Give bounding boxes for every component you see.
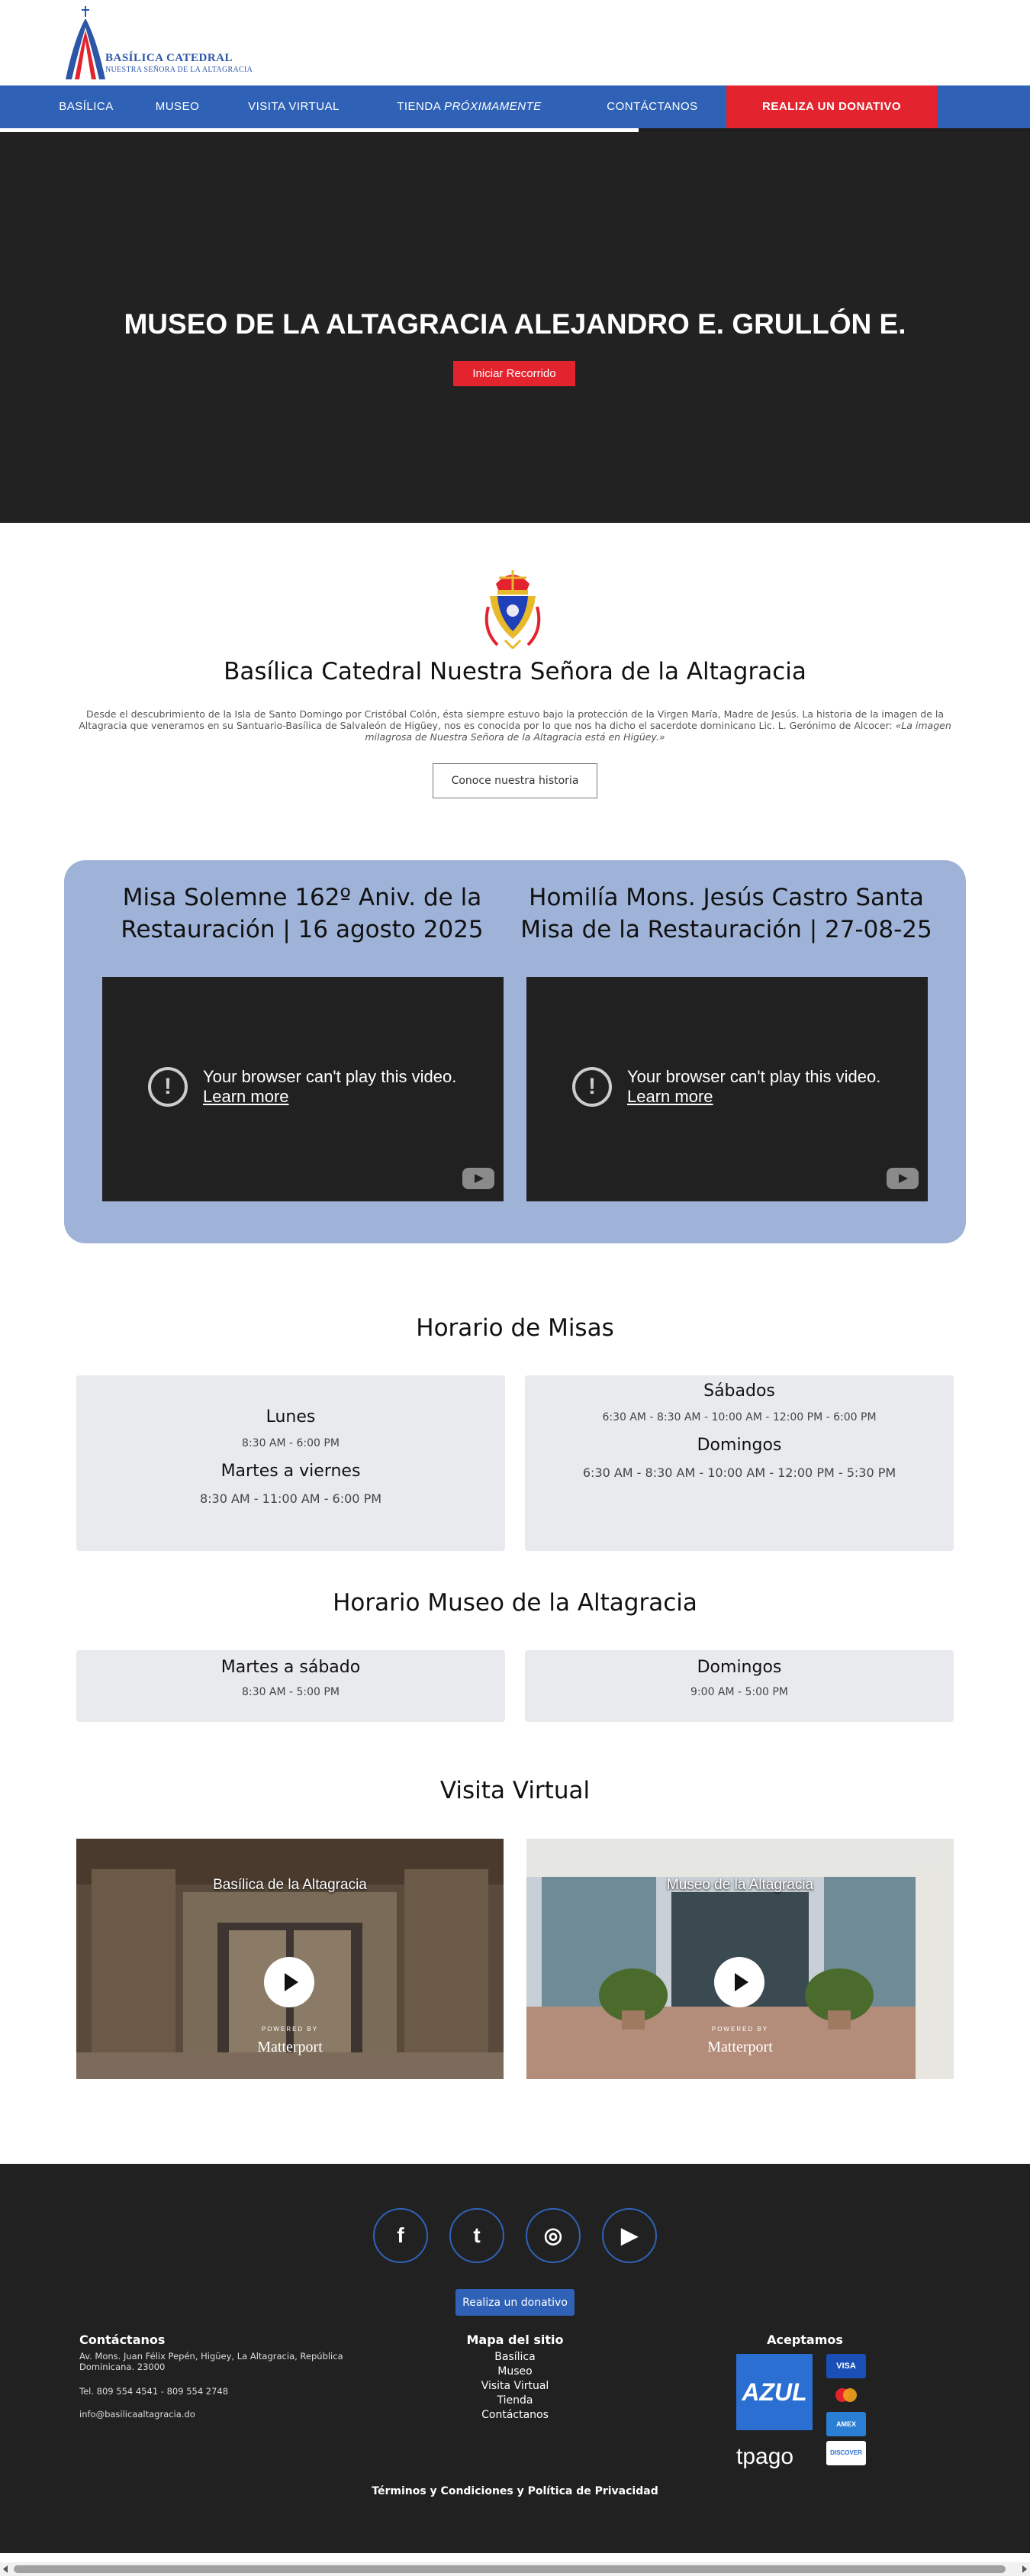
site-logo[interactable]: [63, 5, 261, 81]
video-title-1: Misa Solemne 162º Aniv. de la Restauración | 16 agosto 2025: [121, 884, 484, 943]
museum-day: Martes a sábado: [220, 1658, 361, 1677]
scroll-thumb[interactable]: [14, 2565, 1006, 2573]
video-player-2[interactable]: [526, 977, 928, 1201]
nav-item-visita-virtual[interactable]: VISITA VIRTUAL: [248, 100, 340, 113]
nav-item-museo[interactable]: MUSEO: [155, 100, 200, 113]
mass-time: 6:30 AM - 8:30 AM - 10:00 AM - 12:00 PM - 6:00 PM: [602, 1411, 877, 1423]
nav-item-contactanos[interactable]: CONTÁCTANOS: [607, 100, 698, 113]
video-player-1[interactable]: [102, 977, 504, 1201]
footer-link-tienda[interactable]: Tienda: [497, 2394, 533, 2407]
nav-item-basilica[interactable]: BASÍLICA: [59, 100, 114, 113]
learn-more-link[interactable]: Learn more: [627, 1087, 713, 1106]
play-icon[interactable]: [714, 1957, 764, 2007]
footer-link-basilica[interactable]: Basílica: [494, 2351, 536, 2363]
footer-payments-heading: Aceptamos: [767, 2333, 843, 2347]
footer-address: Av. Mons. Juan Félix Pepén, Higüey, La Altagracia, República Dominicana. 23000: [79, 2351, 343, 2372]
scroll-right-icon[interactable]: [1022, 2565, 1027, 2573]
video-error-message: ! Your browser can't play this video. Learn more: [572, 1067, 880, 1107]
mass-time: 8:30 AM - 11:00 AM - 6:00 PM: [199, 1491, 382, 1506]
mass-schedule-weekday-card: [76, 1375, 505, 1551]
crest-icon: [482, 569, 543, 649]
warning-icon: !: [148, 1067, 188, 1107]
youtube-icon[interactable]: [887, 1168, 919, 1189]
nav-donate-button[interactable]: REALIZA UN DONATIVO: [726, 85, 937, 128]
mass-time: 6:30 AM - 8:30 AM - 10:00 AM - 12:00 PM - 5:30 PM: [582, 1465, 896, 1480]
matterport-logo: Matterport: [257, 2039, 323, 2055]
hero-title: MUSEO DE LA ALTAGRACIA ALEJANDRO E. GRULLÓN E.: [124, 308, 906, 340]
virtual-tour-basilica[interactable]: [76, 1839, 504, 2079]
scroll-left-icon[interactable]: [3, 2565, 8, 2573]
youtube-icon[interactable]: [462, 1168, 494, 1189]
horizontal-scrollbar[interactable]: [0, 2562, 1030, 2576]
matterport-logo: Matterport: [707, 2039, 773, 2055]
video-title-2: Homilía Mons. Jesús Castro Santa Misa de la Restauración | 27-08-25: [520, 884, 932, 943]
mass-schedule-weekend-card: [525, 1375, 954, 1551]
museum-time: 9:00 AM - 5:00 PM: [690, 1686, 788, 1698]
visa-logo: VISA: [826, 2354, 866, 2378]
youtube-icon[interactable]: ▶: [602, 2208, 657, 2263]
twitter-icon[interactable]: t: [449, 2208, 504, 2263]
footer-link-museo[interactable]: Museo: [497, 2365, 533, 2378]
museum-day: Domingos: [697, 1658, 782, 1677]
history-button[interactable]: Conoce nuestra historia: [433, 763, 597, 798]
discover-logo: DISCOVER: [826, 2441, 866, 2465]
mass-day: Martes a viernes: [220, 1462, 361, 1481]
azul-logo: AZUL: [736, 2354, 813, 2430]
footer-donate-button[interactable]: Realiza un donativo: [455, 2289, 575, 2316]
cathedral-logo-icon: [63, 5, 108, 81]
intro-title: Basílica Catedral Nuestra Señora de la Altagracia: [224, 658, 806, 685]
logo-title: BASÍLICA CATEDRAL: [105, 52, 233, 64]
start-tour-button[interactable]: Iniciar Recorrido: [453, 361, 575, 386]
amex-logo: AMEX: [826, 2412, 866, 2436]
video-error-message: ! Your browser can't play this video. Learn more: [148, 1067, 456, 1107]
main-nav: [0, 85, 1030, 128]
museum-schedule-weekday-card: [76, 1650, 505, 1722]
mass-day: Sábados: [703, 1381, 775, 1401]
logo-subtitle: NUESTRA SEÑORA DE LA ALTAGRACIA: [105, 66, 253, 74]
facebook-icon[interactable]: f: [373, 2208, 428, 2263]
virtual-tour-museo[interactable]: [526, 1839, 954, 2079]
footer-email[interactable]: info@basilicaaltagracia.do: [79, 2409, 195, 2420]
powered-by-text: POWERED BY: [261, 2026, 319, 2033]
warning-icon: !: [572, 1067, 612, 1107]
museum-time: 8:30 AM - 5:00 PM: [242, 1686, 340, 1698]
nav-item-tienda[interactable]: TIENDA PRÓXIMAMENTE: [397, 100, 542, 113]
footer-phone: Tel. 809 554 4541 - 809 554 2748: [79, 2386, 229, 2397]
mass-schedule-title: Horario de Misas: [416, 1314, 614, 1342]
tour-label: Basílica de la Altagracia: [213, 1877, 367, 1893]
mass-day: Lunes: [266, 1407, 316, 1427]
footer-link-visita-virtual[interactable]: Visita Virtual: [481, 2380, 549, 2392]
mastercard-logo: [826, 2383, 866, 2407]
terms-link[interactable]: Términos y Condiciones y Política de Privacidad: [372, 2485, 658, 2497]
intro-text: Desde el descubrimiento de la Isla de Santo Domingo por Cristóbal Colón, ésta siempre estuvo bajo la protección de la Virgen María, Madre de Jesús. La historia de la imagen de la Altagracia que veneramos en su Santuario-Basílica de Salvaleón de Higüey, nos es conocida por lo que nos ha dicho el sacerdote dominicano Lic. L. Gerónimo de Alcocer: «La imagen milagrosa de Nuestra Señora de la Altagracia está en Higüey.»: [79, 708, 951, 743]
footer-link-contactanos[interactable]: Contáctanos: [481, 2409, 549, 2421]
powered-by-text: POWERED BY: [711, 2026, 769, 2033]
instagram-icon[interactable]: ◎: [526, 2208, 581, 2263]
tpago-logo: tpago: [736, 2444, 794, 2469]
header: [0, 0, 1030, 85]
mass-day: Domingos: [697, 1436, 782, 1455]
play-icon[interactable]: [264, 1957, 314, 2007]
virtual-tour-title: Visita Virtual: [439, 1777, 591, 1804]
tour-label: Museo de la Altagracia: [666, 1877, 814, 1893]
footer-sitemap-heading: Mapa del sitio: [466, 2333, 564, 2347]
mass-time: 8:30 AM - 6:00 PM: [242, 1437, 340, 1449]
museum-schedule-sunday-card: [525, 1650, 954, 1722]
museum-schedule-title: Horario Museo de la Altagracia: [333, 1589, 697, 1617]
footer-contact-heading: Contáctanos: [79, 2333, 166, 2347]
learn-more-link[interactable]: Learn more: [203, 1087, 289, 1106]
